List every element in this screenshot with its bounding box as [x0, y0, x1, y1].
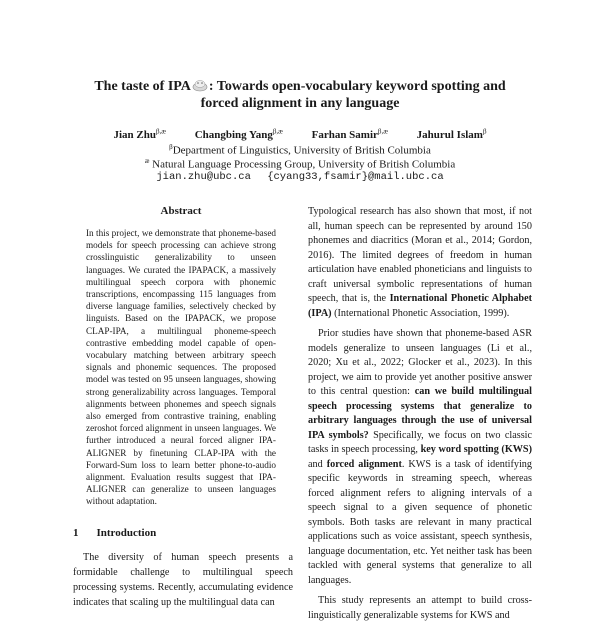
author: Changbing Yang$^{\beta,æ}$ [194, 127, 283, 141]
title-line-2: forced alignment in any language [200, 96, 400, 111]
taste-icon [191, 78, 209, 92]
paper-title [60, 78, 540, 112]
paragraph: This study represents an attempt to build cross-linguistically generalizable systems for KWS and [308, 595, 532, 621]
affiliation: $^æ$ Natural Language Processing Group, University of British Columbia [144, 157, 456, 171]
introduction-heading [73, 527, 156, 539]
title-text-pre: The taste of IPA [94, 79, 191, 94]
author-list [60, 127, 540, 141]
title-line-1 [60, 78, 540, 95]
author: Jian Zhu$^{\beta,æ}$ [113, 127, 166, 141]
email[interactable]: {cyang33,fsamir}@mail.ubc.ca [267, 171, 444, 183]
author: Farhan Samir$^{\beta,æ}$ [311, 127, 388, 141]
author: Jahurul Islam$^\beta$ [416, 127, 487, 141]
affiliation: $^\beta$Department of Linguistics, University of British Columbia [169, 143, 431, 157]
email[interactable]: jian.zhu@ubc.ca [156, 171, 251, 183]
section-title: Introduction [96, 527, 157, 539]
abstract-heading: Abstract [160, 205, 202, 217]
paragraph: Typological research has also shown that most, if not all, human speech can be represented by around 150 phonemes and diacritics (Moran et al., 2014; Gordon, 2016). The limited degrees of freedom in human articulation have enabled phoneticians and linguists to craft universal symbolic representations of human speech, that is, the International Phonetic Alphabet (IPA) (International Phonetic Association, 1999). [308, 206, 533, 319]
introduction-body: The diversity of human speech presents a formidable challenge to multilingual speech processing systems. Recently, accumulating evidence indicates that scaling up the multilingual data can [73, 552, 293, 608]
title-text-post: : Towards open-vocabulary keyword spotting and [208, 79, 506, 94]
abstract-body: In this project, we demonstrate that phoneme-based models for speech processing can achieve strong crosslinguistic generalizability to unseen languages. We curated the IPAPACK, a massively multilingual speech corpora with phonemic transcriptions, encompassing 115 languages from diverse language families, selectively checked by linguists. Based on the IPAPACK, we propose CLAP-IPA, a multilingual phoneme-speech contrastive embedding model capable of open-vocabulary matching between arbitrary speech signals and phonemic sequences. The proposed model was tested on 95 unseen languages, showing strong generalizability across languages. Temporal alignments between phonemes and speech signals also emerged from contrastive training, enabling zeroshot forced alignment in unseen languages. We further introduced a neural forced aligner IPA-ALIGNER by finetuning CLAP-IPA with the Forward-Sum loss to learn better phone-to-audio alignment. Evaluation results suggest that IPA-ALIGNER can generalize to unseen languages without adaptation. [86, 228, 276, 507]
right-column [308, 205, 532, 629]
section-number: 1 [73, 527, 79, 539]
paragraph: Prior studies have shown that phoneme-based ASR models generalize to unseen languages (Li et al., 2020; Xu et al., 2022; Glocker et al., 2023). In this project, we aim to provide yet another positive answer to this central question: can we build multilingual speech processing systems that generalize to arbitrary languages through the use of universal IPA symbols? Specifically, we focus on two classic tasks in speech processing, key word spotting (KWS) and forced alignment. KWS is a task of identifying specific keywords in streaming speech, whereas forced alignment refers to aligning intervals of a speech signal to a given sequence of phonetic symbols. Both tasks are relevant in many practical applications such as voice assistant, speech synthesis, language documentation, etc. Yet neither task has been tackled with general systems that generalize to all languages. [308, 328, 533, 586]
email-list [60, 171, 540, 183]
abstract-section [86, 205, 276, 508]
